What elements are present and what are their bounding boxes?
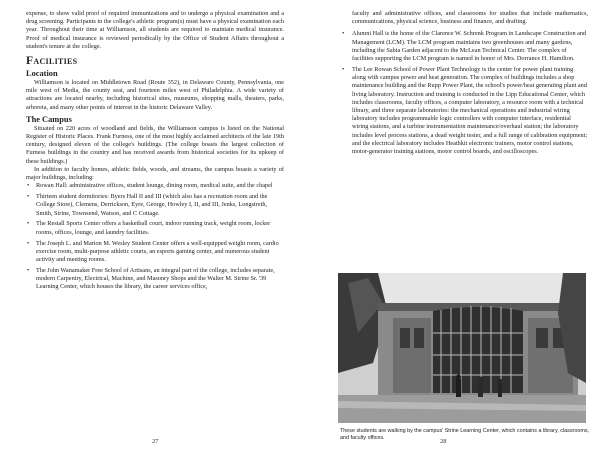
page-number-left: 27 [152,438,159,445]
list-item: • Alumni Hall is the home of the Clarence W. Schrenk Program in Landscape Construction and Management (LCM). The LCM program maintains two greenhouses and many gardens, including the Sabia Garden adjacent to the McLean Technical Center. The complex of facilities supporting the LCM program is named in honor of Mrs. Dorrance H. Hamilton. [342,30,587,63]
right-page [300,0,600,458]
bullet-icon: • [27,220,30,228]
section-title: Facilities [26,54,78,68]
bullet-icon: • [342,30,345,38]
list-item: • The John Wanamaker Free School of Artisans, an integral part of the college, includes separate, modern Carpentry, Electrical, Machine, and Masonry Shops and the Walter M. Strine Sr. '39 Learning Center, which houses the library, the career services office, [27,266,275,291]
campus-photo [338,273,586,423]
bullet-icon: • [27,193,30,201]
list-item: • Thirteen student dormitories: Byers Hall II and III (which also has a recreation room and the College Store), Clemens, Derrickson, Eyre, George, Howley I, II, and III, Jenks, Longstreth, Smith, Strine, Townsend, Watson, and C Cottage. [27,193,268,217]
bullet-icon: • [342,65,345,73]
location-heading: Location [26,69,58,79]
bullet-icon: • [27,182,30,190]
list-item: • Rowan Hall: administrative offices, student lounge, dining room, medical suite, and the chapel [27,182,273,190]
page-number-right: 28 [440,438,447,445]
continuation-paragraph: faculty and administrative offices, and classrooms for studies that include mathematics, communications, physical science, business and finance, and drafting. [352,10,588,26]
campus-heading: The Campus [26,114,72,124]
list-item: • The Restall Sports Center offers a basketball court, indoor running track, weight room, locker rooms, offices, lounge, and laundry facilities. [27,220,271,236]
facilities-list [336,30,588,156]
bullet-icon: • [27,266,30,274]
photo-caption: These students are walking by the campus' Strine Learning Center, which contains a library, classrooms, and faculty offices. [340,428,590,441]
list-item: • The Joseph L. and Marion M. Wesley Student Center offers a well-equipped weight room, cardio exercise room, multi-purpose athletic courts, an esports gaming center, and numerous student activity and meeting rooms. [27,239,279,263]
bullet-icon: • [27,239,30,247]
right-column [336,10,588,159]
location-paragraph: Williamson is located on Middletown Road (Route 352), in Delaware County, Pennsylvania, one mile west of Media, the county seat, and fourteen miles west of Philadelphia. A wide variety of attractions are located nearby, including historical sites, museums, shopping malls, theaters, parks, arboreta, and many other points of interest in the historic Delaware Valley. [26,79,284,111]
left-column [26,10,284,294]
buildings-list [26,182,284,291]
campus-paragraph-2: In addition to faculty homes, athletic fields, woods, and streams, the campus boasts a variety of major buildings, including: [26,165,284,182]
strine-learning-center-photo [338,273,586,423]
list-item: • The Lee Rowan School of Power Plant Technology is the center for power plant training along with campus power and heat generation. The complex of buildings includes a shop maintenance building and the Rupp Power Plant, the school's power/heat generating plant and living laboratory. Instruction and training is conducted in the Lipp Educational Center, which includes classrooms, faculty offices, a computer laboratory, a resource room with a technical library, and three separate laboratories: the mechanical operations and industrial wiring laboratory includes programmable logic controllers with computer interface, residential wiring stations, and a turbine instrumentation maintenance/overhaul station; the laboratory includes level process stations, a dead weight tester, and a full range of calibration equipment; and the electrical laboratory includes Heathkit electronic trainers, motor control stations, motor-generator training stations, motor control boards, and oscilloscopes. [342,65,588,155]
intro-paragraph: expense, to show valid proof of required immunizations and to undergo a physical examination and a drug screening. Participants in the college's athletic program(s) must have a physical examination each year. Throughout their time at Williamson, all students are required to maintain medical insurance. Proof of medical insurance is reviewed periodically by the Office of Student Affairs throughout a student's tenure at the college. [26,10,284,50]
campus-paragraph-1: Situated on 220 acres of woodland and fields, the Williamson campus is listed on the National Register of Historic Places. Frank Furness, one of the most highly acclaimed architects of the late 19th century, designed eleven of the college's buildings. (The college boasts the largest collection of Furness buildings in the country and has received awards from historical societies for its upkeep of these buildings.) [26,124,284,165]
